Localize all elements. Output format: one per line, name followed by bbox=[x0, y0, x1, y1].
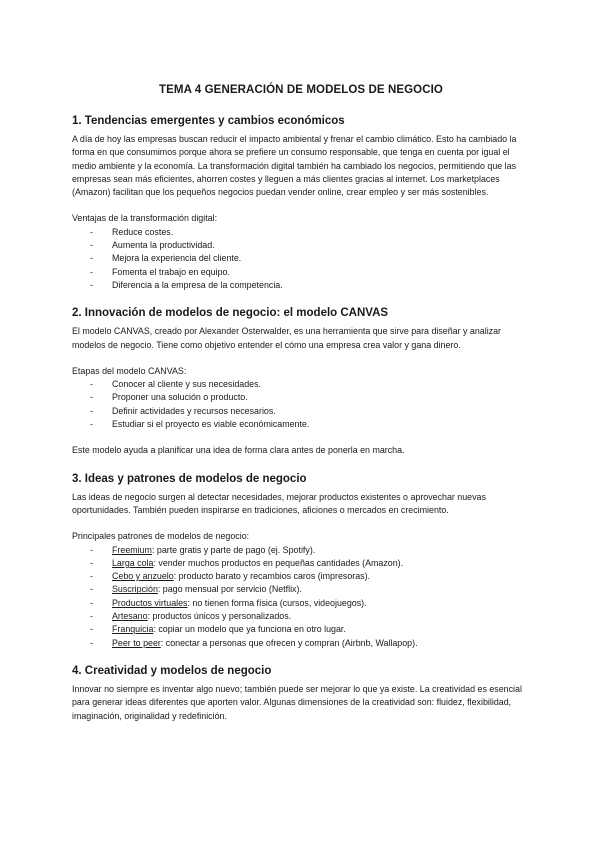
list-item: - Conocer al cliente y sus necesidades. bbox=[90, 379, 261, 390]
pattern-term: Larga cola bbox=[112, 557, 154, 568]
list-item: - Definir actividades y recursos necesarios. bbox=[90, 405, 276, 416]
section-paragraph: Innovar no siempre es inventar algo nuevo; también puede ser mejorar lo que ya existe. La creatividad es esencial para generar ideas diferentes que aporten valor. Algunas dimensiones de la creatividad son: fluidez, flexibilidad, imaginación, originalidad y redefinición. bbox=[72, 683, 522, 721]
section-heading: 3. Ideas y patrones de modelos de negocio bbox=[72, 472, 307, 485]
section-canvas bbox=[72, 306, 530, 457]
list-intro: Etapas del modelo CANVAS: bbox=[72, 365, 187, 376]
list-item: - Suscripción: pago mensual por servicio (Netflix). bbox=[90, 584, 302, 595]
document-title: TEMA 4 GENERACIÓN DE MODELOS DE NEGOCIO bbox=[159, 84, 443, 96]
document-content bbox=[72, 84, 530, 723]
advantages-list bbox=[72, 226, 530, 292]
list-item: - Reduce costes. bbox=[90, 226, 174, 237]
patterns-list bbox=[72, 544, 530, 650]
section-tendencias bbox=[72, 114, 530, 292]
section-closing: Este modelo ayuda a planificar una idea de forma clara antes de ponerla en marcha. bbox=[72, 445, 405, 456]
pattern-term: Freemium bbox=[112, 544, 152, 555]
list-item: - Diferencia a la empresa de la competencia. bbox=[90, 279, 283, 290]
list-item: - Larga cola: vender muchos productos en pequeñas cantidades (Amazon). bbox=[90, 557, 404, 568]
section-paragraph: A día de hoy las empresas buscan reducir el impacto ambiental y frenar el cambio climático. Esto ha cambiado la forma en que consumimos porque ahora se prefiere un consumo responsable, que tenga en cuenta por igual el medio ambiente y la economía. La transformación digital también ha cambiado los negocios, permitiendo que las empresas sean más eficientes, ahorren costes y lleguen a más clientes gracias al internet. Los marketplaces (Amazon) facilitan que los pequeños negocios puedan vender online, crear empleo y ser más sostenibles. bbox=[72, 134, 517, 198]
pattern-term: Cebo y anzuelo bbox=[112, 571, 174, 582]
list-item: - Freemium: parte gratis y parte de pago (ej. Spotify). bbox=[90, 544, 316, 555]
canvas-stages-list bbox=[72, 378, 530, 431]
list-item: - Artesano: productos únicos y personalizados. bbox=[90, 611, 292, 622]
pattern-term: Suscripción bbox=[112, 584, 158, 595]
list-item: - Estudiar si el proyecto es viable económicamente. bbox=[90, 419, 310, 430]
pattern-term: Franquicia bbox=[112, 624, 154, 635]
list-item: - Proponer una solución o producto. bbox=[90, 392, 248, 403]
list-item: - Productos virtuales: no tienen forma física (cursos, videojuegos). bbox=[90, 597, 367, 608]
section-heading: 1. Tendencias emergentes y cambios económicos bbox=[72, 115, 345, 127]
section-paragraph: Las ideas de negocio surgen al detectar necesidades, mejorar productos existentes o aprovechar nuevas oportunidades. También pueden inspirarse en tradiciones, aficiones o mercados en crecimiento. bbox=[72, 491, 486, 515]
list-item: - Franquicia: copiar un modelo que ya funciona en otro lugar. bbox=[90, 624, 346, 635]
section-paragraph: El modelo CANVAS, creado por Alexander Osterwalder, es una herramienta que sirve para diseñar y analizar modelos de negocio. Tiene como objetivo entender el cómo una empresa crea valor y gana dinero. bbox=[72, 326, 502, 350]
pattern-term: Peer to peer bbox=[112, 637, 161, 648]
pattern-term: Productos virtuales bbox=[112, 597, 188, 608]
list-item: - Cebo y anzuelo: producto barato y recambios caros (impresoras). bbox=[90, 571, 370, 582]
list-intro: Principales patrones de modelos de negocio: bbox=[72, 531, 250, 542]
section-patrones bbox=[72, 472, 530, 650]
section-creatividad bbox=[72, 664, 530, 723]
list-item: - Peer to peer: conectar a personas que ofrecen y compran (Airbnb, Wallapop). bbox=[90, 637, 418, 648]
list-item: - Aumenta la productividad. bbox=[90, 240, 215, 251]
list-item: - Fomenta el trabajo en equipo. bbox=[90, 266, 230, 277]
section-heading: 2. Innovación de modelos de negocio: el modelo CANVAS bbox=[72, 307, 389, 320]
list-intro: Ventajas de la transformación digital: bbox=[72, 213, 218, 224]
pattern-term: Artesano bbox=[112, 611, 148, 622]
section-heading: 4. Creatividad y modelos de negocio bbox=[72, 664, 272, 677]
list-item: - Mejora la experiencia del cliente. bbox=[90, 253, 242, 264]
